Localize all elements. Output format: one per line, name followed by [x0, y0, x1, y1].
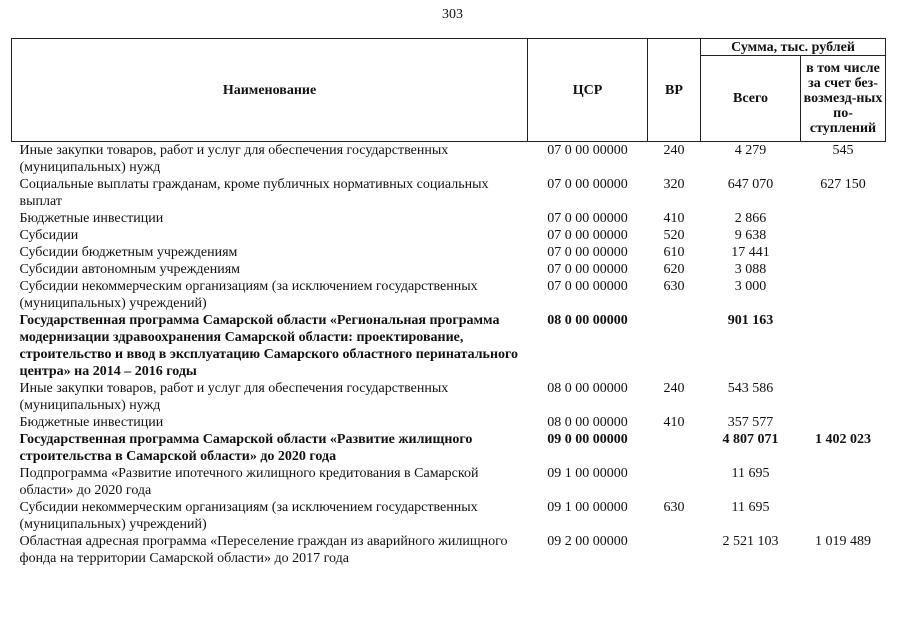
table-row	[12, 465, 886, 499]
row-free	[801, 244, 886, 261]
row-name: Субсидии некоммерческим организациям (за исключением государственных (муниципальных) учреждений)	[19, 279, 478, 311]
row-vr: 630	[663, 500, 685, 515]
row-total: 2 521 103	[722, 534, 779, 549]
row-free: 627 150	[820, 177, 866, 192]
row-name: Бюджетные инвестиции	[19, 211, 164, 226]
row-total: 11 695	[731, 500, 770, 515]
row-free	[801, 499, 886, 533]
row-csr: 09 0 00 00000	[547, 432, 628, 447]
row-csr: 09 2 00 00000	[547, 534, 628, 549]
row-name: Государственная программа Самарской области «Региональная программа модернизации здравоохранения Самарской области: проектирование, строительство и ввод в эксплуатацию Самарского областного перинатального центра» на 2014 – 2016 годы	[19, 313, 519, 379]
row-name: Иные закупки товаров, работ и услуг для обеспечения государственных (муниципальных) нужд	[19, 143, 449, 175]
row-name: Социальные выплаты гражданам, кроме публичных нормативных социальных выплат	[19, 177, 489, 209]
table-row	[12, 176, 886, 210]
table-row	[12, 261, 886, 278]
page-number: 303	[442, 7, 463, 22]
row-csr: 08 0 00 00000	[547, 381, 628, 396]
row-csr: 08 0 00 00000	[547, 313, 628, 328]
row-csr: 07 0 00 00000	[547, 177, 628, 192]
row-free	[801, 278, 886, 312]
row-vr: 520	[663, 228, 685, 243]
row-csr: 07 0 00 00000	[547, 143, 628, 158]
row-name: Иные закупки товаров, работ и услуг для обеспечения государственных (муниципальных) нужд	[19, 381, 449, 413]
row-csr: 07 0 00 00000	[547, 262, 628, 277]
row-csr: 07 0 00 00000	[547, 211, 628, 226]
row-total: 2 866	[734, 211, 767, 226]
row-total: 357 577	[727, 415, 774, 430]
row-total: 4 279	[734, 143, 767, 158]
row-vr	[648, 465, 701, 499]
budget-table	[11, 38, 886, 567]
row-free: 545	[832, 143, 854, 158]
table-row	[12, 210, 886, 227]
header-total: Всего	[701, 56, 801, 142]
row-free	[801, 312, 886, 380]
table-row	[12, 414, 886, 431]
row-vr: 610	[663, 245, 685, 260]
row-name: Государственная программа Самарской области «Развитие жилищного строительства в Самарской области» до 2020 года	[19, 432, 473, 464]
table-row	[12, 499, 886, 533]
row-free	[801, 210, 886, 227]
row-name: Субсидии автономным учреждениям	[19, 262, 241, 277]
table-row	[12, 312, 886, 380]
row-total: 9 638	[734, 228, 767, 243]
row-vr: 320	[663, 177, 685, 192]
row-total: 17 441	[731, 245, 770, 260]
row-vr	[648, 533, 701, 567]
row-total: 3 088	[734, 262, 767, 277]
row-total: 3 000	[734, 279, 767, 294]
row-csr: 08 0 00 00000	[547, 415, 628, 430]
table-row	[12, 380, 886, 414]
row-csr: 07 0 00 00000	[547, 245, 628, 260]
table-body	[12, 142, 886, 568]
row-name: Субсидии бюджетным учреждениям	[19, 245, 238, 260]
row-vr: 240	[663, 143, 685, 158]
row-total: 647 070	[727, 177, 774, 192]
row-total: 901 163	[727, 313, 774, 328]
row-csr: 09 1 00 00000	[547, 466, 628, 481]
row-free	[801, 380, 886, 414]
row-name: Бюджетные инвестиции	[19, 415, 164, 430]
header-name: Наименование	[12, 39, 528, 142]
row-name: Субсидии некоммерческим организациям (за исключением государственных (муниципальных) учреждений)	[19, 500, 478, 532]
header-free: в том числе за счет без-возмезд-ных по-ступлений	[801, 56, 886, 142]
row-free: 1 019 489	[815, 534, 871, 549]
row-vr	[648, 312, 701, 380]
header-sum-group: Сумма, тыс. рублей	[701, 39, 886, 56]
row-total: 543 586	[727, 381, 774, 396]
row-free	[801, 465, 886, 499]
row-vr	[648, 431, 701, 465]
row-vr: 240	[663, 381, 685, 396]
row-csr: 07 0 00 00000	[547, 279, 628, 294]
row-name: Подпрограмма «Развитие ипотечного жилищного кредитования в Самарской области» до 2020 года	[19, 466, 479, 498]
table-row	[12, 227, 886, 244]
row-free: 1 402 023	[815, 432, 871, 447]
table-row	[12, 533, 886, 567]
row-vr: 410	[663, 415, 685, 430]
row-name: Областная адресная программа «Переселение граждан из аварийного жилищного фонда на территории Самарской области» до 2017 года	[19, 534, 508, 566]
row-vr: 620	[663, 262, 685, 277]
row-name: Субсидии	[19, 228, 79, 243]
row-total: 11 695	[731, 466, 770, 481]
table-row	[12, 244, 886, 261]
header-vr: ВР	[648, 39, 701, 142]
row-free	[801, 414, 886, 431]
table-row	[12, 142, 886, 177]
row-free	[801, 261, 886, 278]
row-total: 4 807 071	[722, 432, 779, 447]
row-vr: 630	[663, 279, 685, 294]
row-csr: 09 1 00 00000	[547, 500, 628, 515]
row-csr: 07 0 00 00000	[547, 228, 628, 243]
row-vr: 410	[663, 211, 685, 226]
row-free	[801, 227, 886, 244]
header-csr: ЦСР	[528, 39, 648, 142]
table-row	[12, 431, 886, 465]
table-row	[12, 278, 886, 312]
